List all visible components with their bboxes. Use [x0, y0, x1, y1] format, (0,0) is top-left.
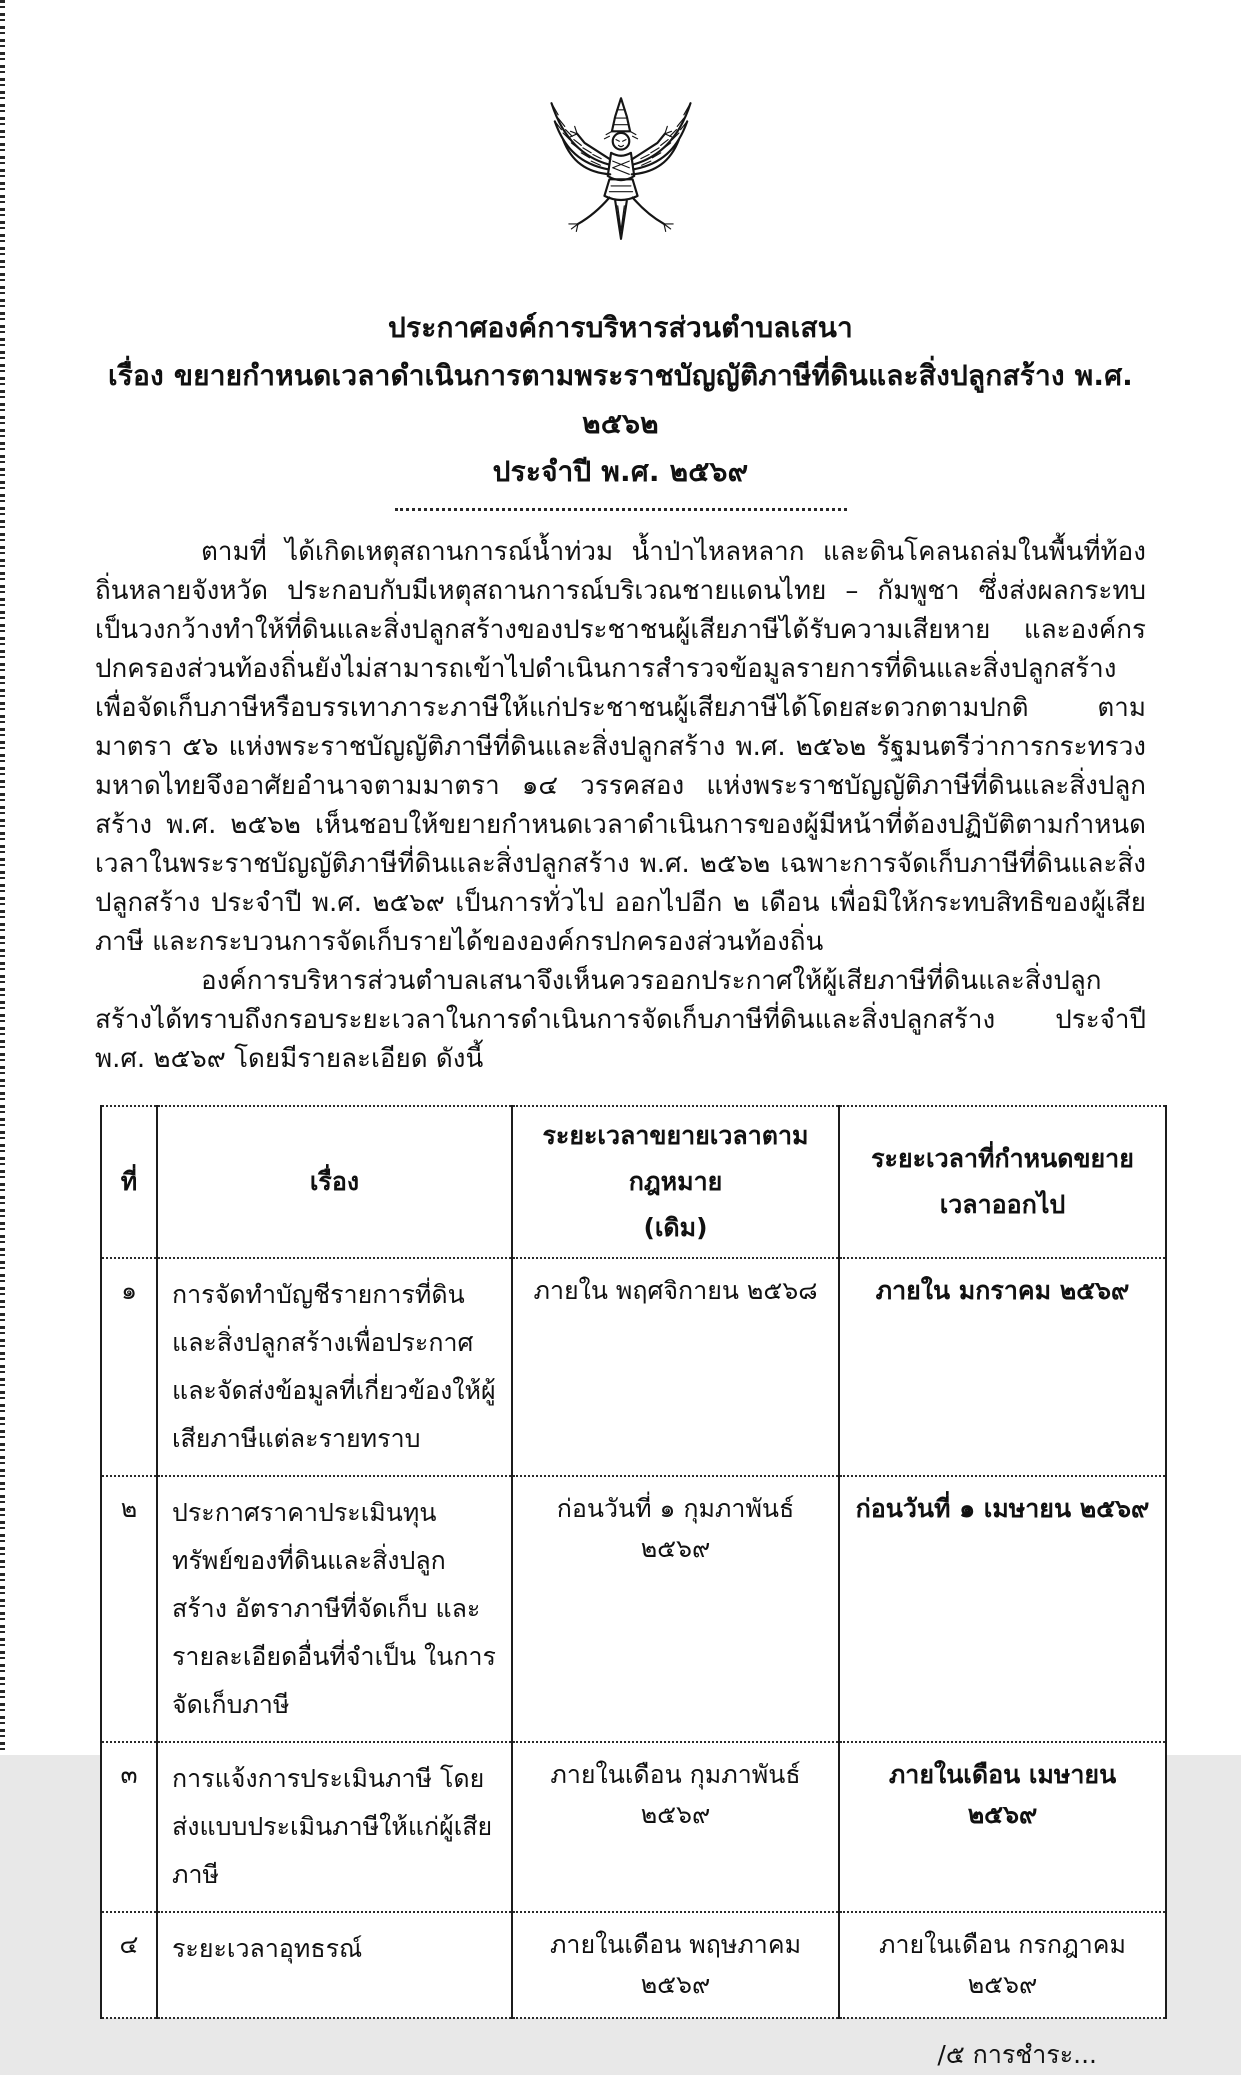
table-row — [101, 1742, 1166, 1912]
header-extended-period: ระยะเวลาที่กำหนดขยายเวลาออกไป — [839, 1106, 1166, 1258]
row2-extended: ก่อนวันที่ ๑ เมษายน ๒๕๖๙ — [839, 1476, 1166, 1742]
header-no: ที่ — [101, 1106, 157, 1258]
header-subject: เรื่อง — [157, 1106, 512, 1258]
header-original-period — [512, 1106, 839, 1258]
header-original-line1: ระยะเวลาขยายเวลาตามกฎหมาย — [542, 1121, 809, 1196]
row3-no: ๓ — [101, 1742, 157, 1912]
garuda-icon — [530, 92, 712, 260]
row1-extended: ภายใน มกราคม ๒๕๖๙ — [839, 1258, 1166, 1476]
continuation-note: /๕ การชำระ... — [937, 2040, 1097, 2069]
table-row — [101, 1912, 1166, 2018]
row2-subject: ประกาศราคาประเมินทุนทรัพย์ของที่ดินและสิ่งปลูกสร้าง อัตราภาษีที่จัดเก็บ และรายละเอียดอื่นที่จำเป็น ในการจัดเก็บภาษี — [157, 1476, 512, 1742]
table-header-row — [101, 1106, 1166, 1258]
row3-extended: ภายในเดือน เมษายน ๒๕๖๙ — [839, 1742, 1166, 1912]
dotted-divider — [395, 508, 847, 511]
announcement-header — [95, 304, 1146, 511]
row4-extended: ภายในเดือน กรกฎาคม ๒๕๖๙ — [839, 1912, 1166, 2018]
table-row — [101, 1476, 1166, 1742]
announcement-body — [95, 533, 1146, 1079]
paragraph-resolution: องค์การบริหารส่วนตำบลเสนาจึงเห็นควรออกประกาศให้ผู้เสียภาษีที่ดินและสิ่งปลูกสร้างได้ทราบถึงกรอบระยะเวลาในการดำเนินการจัดเก็บภาษีที่ดินและสิ่งปลูกสร้าง ประจำปี พ.ศ. ๒๕๖๙ โดยมีรายละเอียด ดังนี้ — [95, 966, 1146, 1074]
row4-no: ๔ — [101, 1912, 157, 2018]
row1-subject: การจัดทำบัญชีรายการที่ดินและสิ่งปลูกสร้างเพื่อประกาศ และจัดส่งข้อมูลที่เกี่ยวข้องให้ผู้เสียภาษีแต่ละรายทราบ — [157, 1258, 512, 1476]
header-original-line2: (เดิม) — [643, 1213, 708, 1242]
schedule-table — [100, 1105, 1167, 2019]
announcement-title-line1: ประกาศองค์การบริหารส่วนตำบลเสนา — [388, 311, 853, 344]
row4-original: ภายในเดือน พฤษภาคม ๒๕๖๙ — [512, 1912, 839, 2018]
paragraph-background: ตามที่ ได้เกิดเหตุสถานการณ์น้ำท่วม น้ำป่าไหลหลาก และดินโคลนถล่มในพื้นที่ท้องถิ่นหลายจังหวัด ประกอบกับมีเหตุสถานการณ์บริเวณชายแดนไทย – กัมพูชา ซึ่งส่งผลกระทบเป็นวงกว้างทำให้ที่ดินและสิ่งปลูกสร้างของประชาชนผู้เสียภาษีได้รับความเสียหาย และองค์กรปกครองส่วนท้องถิ่นยังไม่สามารถเข้าไปดำเนินการสำรวจข้อมูลรายการที่ดินและสิ่งปลูกสร้าง เพื่อจัดเก็บภาษีหรือบรรเทาภาระภาษีให้แก่ประชาชนผู้เสียภาษีได้โดยสะดวกตามปกติ ตามมาตรา ๕๖ แห่งพระราชบัญญัติภาษีที่ดินและสิ่งปลูกสร้าง พ.ศ. ๒๕๖๒ รัฐมนตรีว่าการกระทรวงมหาดไทยจึงอาศัยอำนาจตามมาตรา ๑๔ วรรคสอง แห่งพระราชบัญญัติภาษีที่ดินและสิ่งปลูกสร้าง พ.ศ. ๒๕๖๒ เห็นชอบให้ขยายกำหนดเวลาดำเนินการของผู้มีหน้าที่ต้องปฏิบัติตามกำหนดเวลาในพระราชบัญญัติภาษีที่ดินและสิ่งปลูกสร้าง พ.ศ. ๒๕๖๒ เฉพาะการจัดเก็บภาษีที่ดินและสิ่งปลูกสร้าง ประจำปี พ.ศ. ๒๕๖๙ เป็นการทั่วไป ออกไปอีก ๒ เดือน เพื่อมิให้กระทบสิทธิของผู้เสียภาษี และกระบวนการจัดเก็บรายได้ขององค์กรปกครองส่วนท้องถิ่น — [95, 537, 1146, 957]
row3-original: ภายในเดือน กุมภาพันธ์ ๒๕๖๙ — [512, 1742, 839, 1912]
row1-original: ภายใน พฤศจิกายน ๒๕๖๘ — [512, 1258, 839, 1476]
garuda-emblem — [95, 0, 1146, 264]
row1-no: ๑ — [101, 1258, 157, 1476]
row2-original: ก่อนวันที่ ๑ กุมภาพันธ์ ๒๕๖๙ — [512, 1476, 839, 1742]
announcement-title-line2: เรื่อง ขยายกำหนดเวลาดำเนินการตามพระราชบัญญัติภาษีที่ดินและสิ่งปลูกสร้าง พ.ศ. ๒๕๖๒ — [107, 359, 1134, 440]
row2-no: ๒ — [101, 1476, 157, 1742]
row3-subject: การแจ้งการประเมินภาษี โดยส่งแบบประเมินภาษีให้แก่ผู้เสียภาษี — [157, 1742, 512, 1912]
row4-subject: ระยะเวลาอุทธรณ์ — [157, 1912, 512, 2018]
announcement-title-line3: ประจำปี พ.ศ. ๒๕๖๙ — [492, 455, 749, 488]
table-row — [101, 1258, 1166, 1476]
